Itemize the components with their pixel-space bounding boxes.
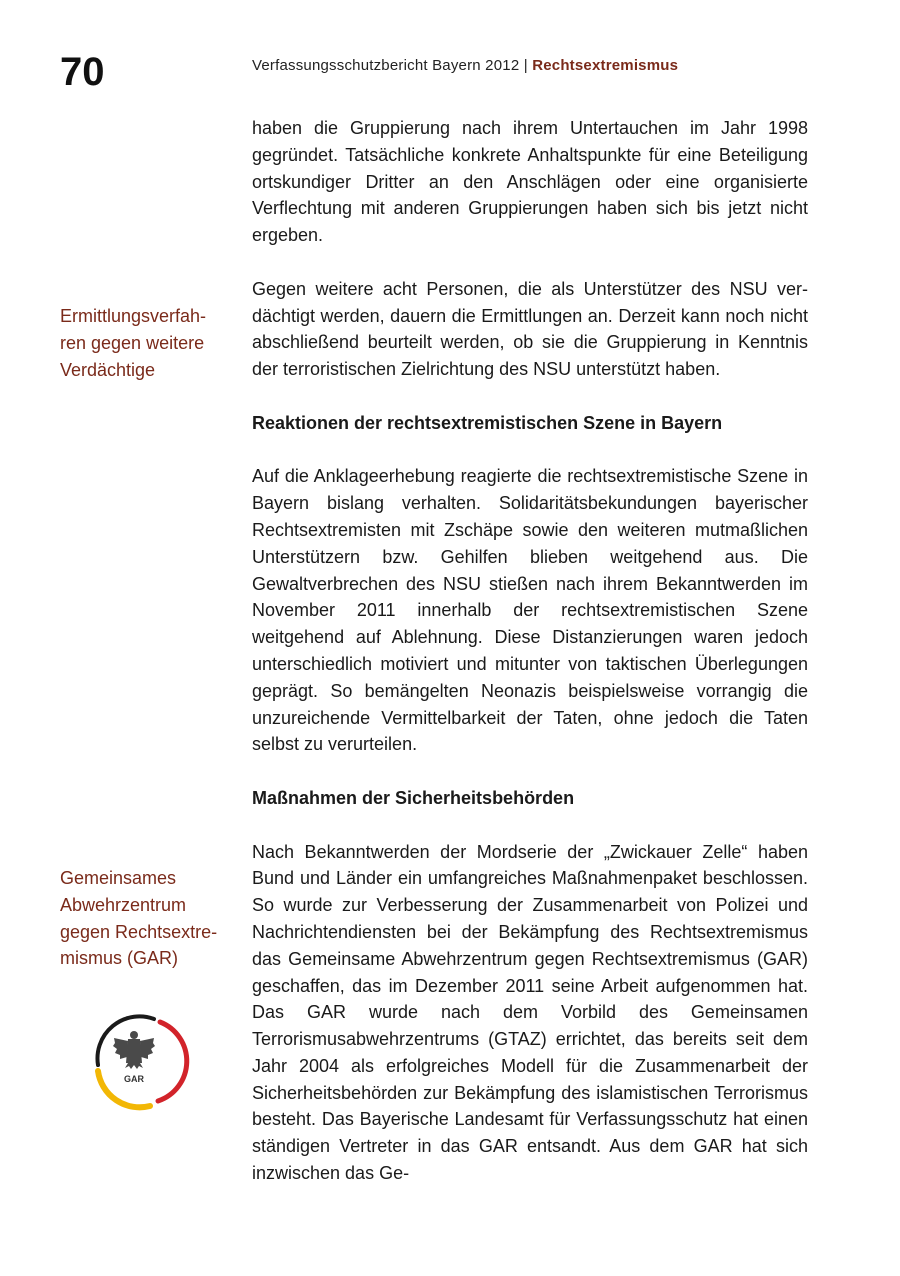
- report-title: Verfassungsschutzbericht Bayern 2012: [252, 57, 520, 74]
- paragraph-massnahmen: Nach Bekanntwerden der Mordserie der „Zwickauer Zelle“ haben Bund und Länder ein umfangreiches Maßnahmenpaket beschlossen. So wurde zur Verbesserung der Zusammenarbeit von Polizei und Nachrichtendiensten bei der Bekämpfung des Rechtsextremismus das Gemeinsame Abwehrzentrum gegen Rechtsextremismus (GAR) geschaffen, das im Dezember 2011 seine Arbeit aufgenommen hat. Das GAR wurde nach dem Vorbild des Gemeinsamen Terrorismusabwehrzentrums (GTAZ) errichtet, das bereits seit dem Jahr 2004 als erfolgreiches Modell für die Zusammenarbeit der Sicherheitsbehörden zur Bekämpfung des islamistischen Terrorismus besteht. Das Bayerische Landesamt für Verfassungsschutz hat einen ständigen Vertreter in das GAR entsandt. Aus dem GAR hat sich inzwischen das Ge-: [252, 841, 808, 1184]
- running-header: [252, 57, 678, 74]
- margin-note-gar: [60, 865, 240, 972]
- eagle-icon: [113, 1031, 155, 1069]
- paragraph-reaktionen: Auf die Anklageerhebung reagierte die rechtsextremistische Szene in Bayern bislang verhalten. Solidaritätsbekundungen bayerischer Rechtsextremisten mit Zschäpe sowie den weiteren mutmaßlichen Unterstützern bzw. Gehilfen blieben weitgehend aus. Die Gewaltverbrechen des NSU stießen nach ihrem Bekanntwerden im November 2011 innerhalb der rechtsextremistischen Szene weitgehend auf Ablehnung. Diese Distanzierungen waren jedoch unterschiedlich motiviert und mitunter von taktischen Überlegungen geprägt. So bemängelten Neonazis beispielsweise vorrangig die unzureichende Vermittelbarkeit der Taten, ohne jedoch die Taten selbst zu verurteilen.: [252, 466, 808, 755]
- heading-reaktionen: Reaktionen der rechtsextremistischen Szene in Bayern: [252, 412, 723, 433]
- page-number: 70: [60, 50, 105, 94]
- paragraph-gruppierung: haben die Gruppierung nach ihrem Untertauchen im Jahr 1998 gegründet. Tatsächliche konkrete Anhaltspunkte für eine Beteiligung ortskundiger Dritter an den Anschlägen oder eine organisierte Verflechtung mit anderen Gruppierungen haben sich bis jetzt nicht ergeben.: [252, 118, 808, 246]
- main-text: [252, 115, 808, 1187]
- header-separator: |: [519, 57, 533, 74]
- margin-note-ermittlungsverfahren: [60, 303, 240, 383]
- logo-label: GAR: [124, 1074, 144, 1084]
- section-title: Rechtsextremismus: [532, 57, 679, 74]
- gar-logo: [84, 1005, 192, 1113]
- margin-note-text: Gemeinsames Abwehrzentrum gegen Rechtsextre- mismus (GAR): [60, 868, 218, 969]
- margin-note-text: Ermittlungsverfah- ren gegen weitere Verdächtige: [60, 306, 207, 380]
- heading-massnahmen: Maßnahmen der Sicherheitsbehörden: [252, 787, 575, 808]
- paragraph-unterstuetzer: Gegen weitere acht Personen, die als Unterstützer des NSU verdächtigt werden, dauern die Ermittlungen an. Derzeit kann noch nicht abschließend beurteilt werden, ob sie die Gruppierung in Kenntnis der terroristischen Zielrichtung des NSU unterstützt haben.: [252, 278, 808, 380]
- logo-ring-red: [158, 1022, 187, 1101]
